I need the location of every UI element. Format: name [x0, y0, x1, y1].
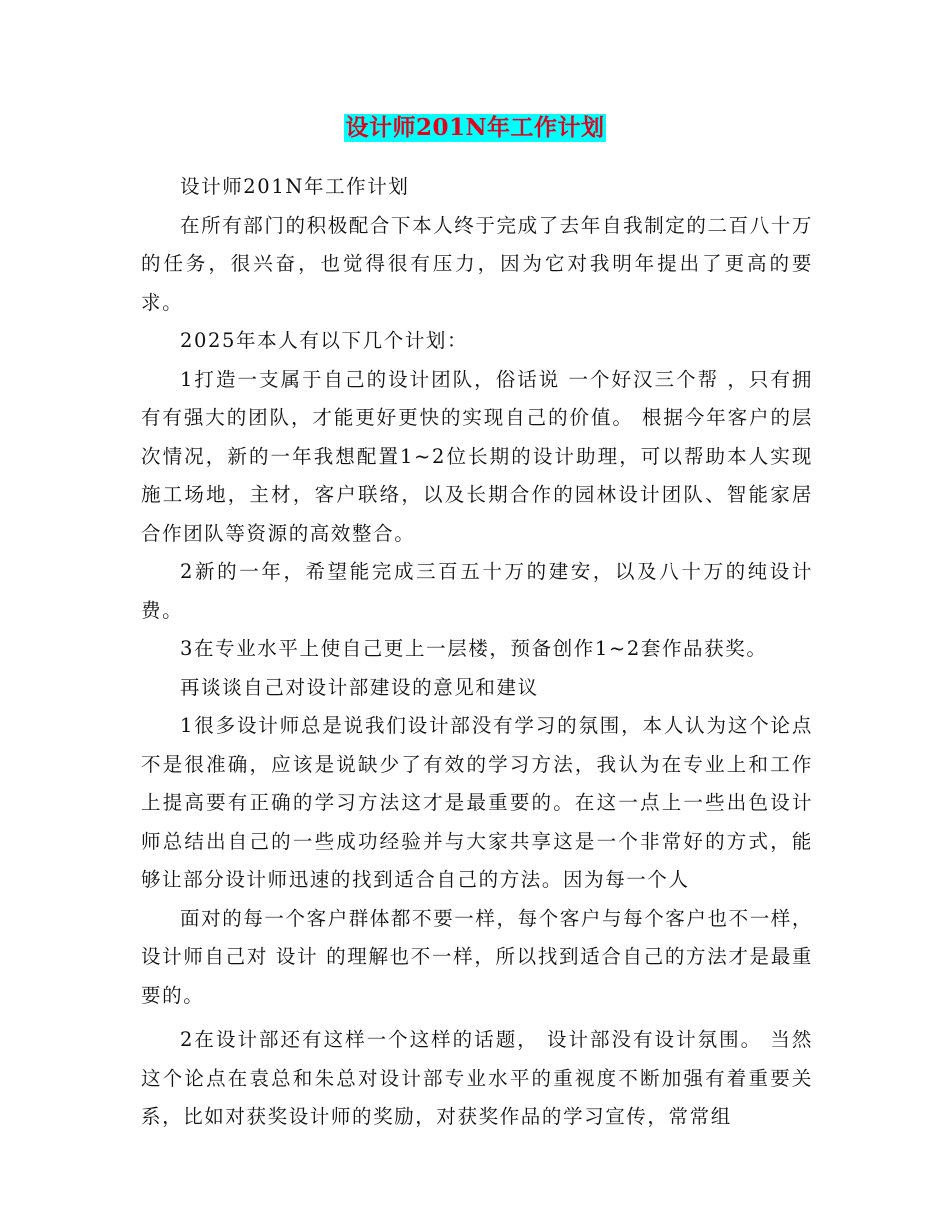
paragraph-suggestion-heading: 再谈谈自己对设计部建设的意见和建议: [180, 675, 539, 699]
paragraph-suggestion-2: 2在设计部还有这样一个这样的话题， 设计部没有设计氛围。 当然这个论点在袁总和朱总对设计部专业水平的重视度不断加强有着重要关系，比如对获奖设计师的奖励，对获奖作品的学习宣传，常常组: [141, 1028, 813, 1128]
paragraph-plan-2: 2新的一年，希望能完成三百五十万的建安，以及八十万的纯设计费。: [141, 560, 813, 622]
document-title: 设计师201N年工作计划: [345, 114, 605, 141]
document-body: [141, 168, 813, 1137]
paragraph-intro: 在所有部门的积极配合下本人终于完成了去年自我制定的二百八十万的任务，很兴奋，也觉得很有压力，因为它对我明年提出了更高的要求。: [141, 213, 814, 314]
title-container: [0, 114, 950, 142]
paragraph-plan-3: 3在专业水平上使自己更上一层楼，预备创作1~2套作品获奖。: [180, 637, 768, 660]
paragraph-suggestion-1: 1很多设计师总是说我们设计部没有学习的氛围，本人认为这个论点不是很准确，应该是说缺少了有效的学习方法，我认为在专业上和工作上提高要有正确的学习方法这才是最重要的。在这一点上一些出色设计师总结出自己的一些成功经验并与大家共享这是一个非常好的方式，能够让部分设计师迅速的找到适合自己的方法。因为每一个人: [141, 714, 813, 891]
paragraph-subtitle: 设计师201N年工作计划: [180, 175, 410, 198]
paragraph-plan-heading: 2025年本人有以下几个计划：: [180, 329, 469, 352]
paragraph-suggestion-1-cont: 面对的每一个客户群体都不要一样，每个客户与每个客户也不一样，设计师自己对 设计 的理解也不一样，所以找到适合自己的方法才是最重要的。: [141, 906, 814, 1007]
paragraph-plan-1: 1打造一支属于自己的设计团队，俗话说 一个好汉三个帮 ，只有拥有有强大的团队，才能更好更快的实现自己的价值。 根据今年客户的层次情况，新的一年我想配置1~2位长期的设计助理，可以帮助本人实现施工场地，主材，客户联络，以及长期合作的园林设计团队、智能家居合作团队等资源的高效整合。: [141, 367, 813, 545]
